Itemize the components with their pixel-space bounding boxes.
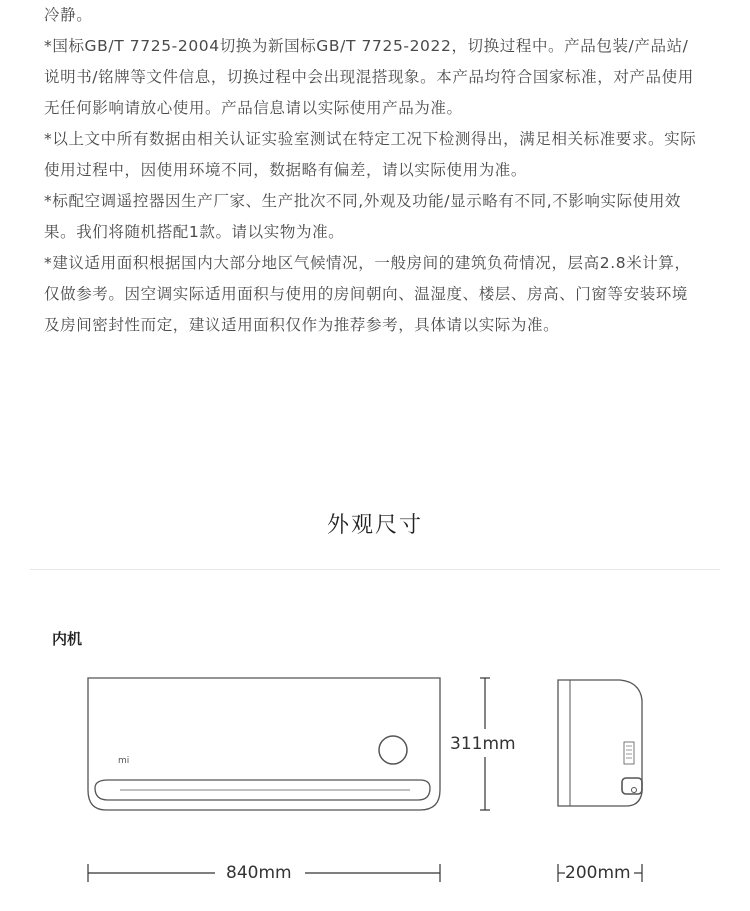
indoor-unit-side-view (558, 680, 642, 806)
depth-label: 200mm (565, 863, 631, 883)
note-test-data: *以上文中所有数据由相关认证实验室测试在特定工况下检测得出，满足相关标准要求。实际使用过程中，因使用环境不同，数据略有偏差，请以实际使用为准。 (44, 130, 697, 179)
indoor-unit-label: 内机 (52, 630, 83, 648)
note-remote-control: *标配空调遥控器因生产厂家、生产批次不同,外观及功能/显示略有不同,不影响实际使用效果。我们将随机搭配1款。请以实物为准。 (44, 192, 682, 241)
note-area-suggestion: *建议适用面积根据国内大部分地区气候情况，一般房间的建筑负荷情况，层高2.8米计算，仅做参考。因空调实际适用面积与使用的房间朝向、温湿度、楼层、房高、门窗等安装环境及房间密封性而定，建议适用面积仅作为推荐参考，具体请以实际为准。 (44, 254, 691, 334)
mi-logo: mi (118, 756, 130, 766)
indoor-unit-front-view (88, 678, 440, 810)
section-title: 外观尺寸 (326, 513, 423, 538)
note-standard-switch: *国标GB/T 7725-2004切换为新国标GB/T 7725-2022，切换过程中。产品包装/产品站/说明书/铭牌等文件信息，切换过程中会出现混搭现象。本产品均符合国家标准，对产品使用无任何影响请放心使用。产品信息请以实际使用产品为准。 (44, 37, 694, 117)
notes-line-0: 冷静。 (44, 6, 93, 24)
width-label: 840mm (226, 863, 292, 883)
height-label: 311mm (450, 734, 516, 754)
